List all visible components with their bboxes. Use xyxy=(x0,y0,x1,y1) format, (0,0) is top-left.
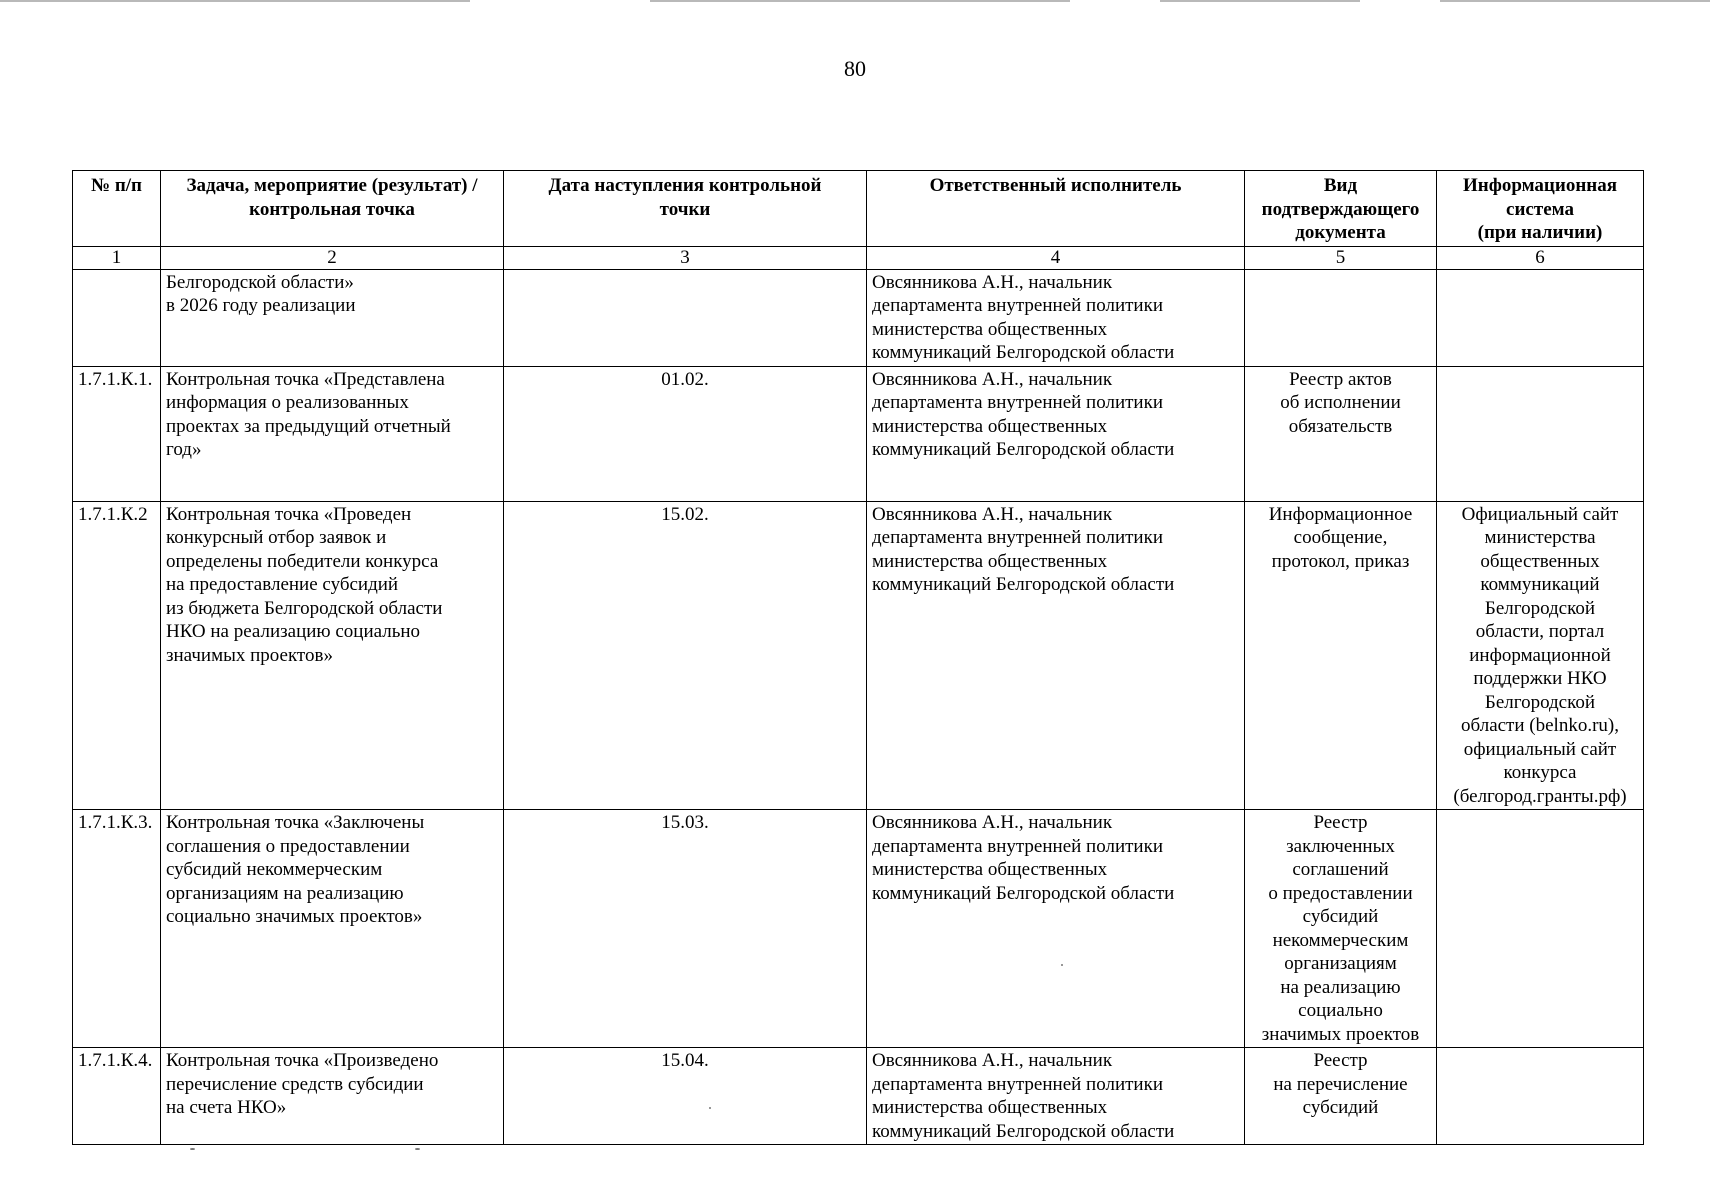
column-number: 5 xyxy=(1245,246,1437,269)
row-date: 15.04. xyxy=(504,1048,867,1145)
column-number: 1 xyxy=(73,246,161,269)
header-number: № п/п xyxy=(73,171,161,247)
row-info-system xyxy=(1437,269,1644,366)
row-date: 15.03. xyxy=(504,810,867,1048)
table-row xyxy=(73,366,1644,501)
header-date: Дата наступления контрольной точки xyxy=(504,171,867,247)
header-document: Вид подтверждающего документа xyxy=(1245,171,1437,247)
row-number: 1.7.1.К.2 xyxy=(73,501,161,810)
row-task: Контрольная точка «Представлена информация о реализованных проектах за предыдущий отчетный год» xyxy=(161,366,504,501)
row-task: Контрольная точка «Произведено перечисление средств субсидии на счета НКО» xyxy=(161,1048,504,1145)
control-points-table xyxy=(72,170,1644,1145)
table-row xyxy=(73,269,1644,366)
row-task: Контрольная точка «Заключены соглашения о предоставлении субсидий некоммерческим организациям на реализацию социально значимых проектов» xyxy=(161,810,504,1048)
row-document: Реестр заключенных соглашений о предоставлении субсидий некоммерческим организациям на реализацию социально значимых проектов xyxy=(1245,810,1437,1048)
row-document xyxy=(1245,269,1437,366)
column-number: 6 xyxy=(1437,246,1644,269)
row-number xyxy=(73,269,161,366)
row-document: Информационное сообщение, протокол, приказ xyxy=(1245,501,1437,810)
scan-edge-line xyxy=(650,0,1070,2)
scan-speck xyxy=(190,1148,195,1150)
row-date: 15.02. xyxy=(504,501,867,810)
column-number: 2 xyxy=(161,246,504,269)
page-number: 80 xyxy=(844,56,866,81)
scan-speck xyxy=(1061,964,1063,966)
row-document: Реестр актов об исполнении обязательств xyxy=(1245,366,1437,501)
row-date: 01.02. xyxy=(504,366,867,501)
row-info-system xyxy=(1437,1048,1644,1145)
row-responsible: Овсянникова А.Н., начальник департамента внутренней политики министерства общественных коммуникаций Белгородской области xyxy=(867,501,1245,810)
scan-speck xyxy=(709,1107,711,1109)
scan-speck xyxy=(415,1148,420,1150)
column-numbers-row xyxy=(73,246,1644,269)
row-document: Реестр на перечисление субсидий xyxy=(1245,1048,1437,1145)
table-row xyxy=(73,1048,1644,1145)
row-responsible: Овсянникова А.Н., начальник департамента внутренней политики министерства общественных коммуникаций Белгородской области xyxy=(867,269,1245,366)
scan-edge-line xyxy=(1440,0,1710,2)
column-number: 4 xyxy=(867,246,1245,269)
table-header-row xyxy=(73,171,1644,247)
row-info-system xyxy=(1437,366,1644,501)
table-row xyxy=(73,810,1644,1048)
scan-edge-line xyxy=(0,0,470,2)
header-task: Задача, мероприятие (результат) / контрольная точка xyxy=(161,171,504,247)
row-number: 1.7.1.К.1. xyxy=(73,366,161,501)
column-number: 3 xyxy=(504,246,867,269)
table-row xyxy=(73,501,1644,810)
scan-edge-line xyxy=(1160,0,1360,2)
row-date xyxy=(504,269,867,366)
row-number: 1.7.1.К.4. xyxy=(73,1048,161,1145)
row-info-system xyxy=(1437,810,1644,1048)
row-responsible: Овсянникова А.Н., начальник департамента внутренней политики министерства общественных коммуникаций Белгородской области xyxy=(867,1048,1245,1145)
header-responsible: Ответственный исполнитель xyxy=(867,171,1245,247)
row-number: 1.7.1.К.3. xyxy=(73,810,161,1048)
row-info-system: Официальный сайт министерства общественных коммуникаций Белгородской области, портал информационной поддержки НКО Белгородской области (belnko.ru), официальный сайт конкурса (белгород.гранты.рф) xyxy=(1437,501,1644,810)
row-responsible: Овсянникова А.Н., начальник департамента внутренней политики министерства общественных коммуникаций Белгородской области xyxy=(867,366,1245,501)
row-task: Контрольная точка «Проведен конкурсный отбор заявок и определены победители конкурса на предоставление субсидий из бюджета Белгородской области НКО на реализацию социально значимых проектов» xyxy=(161,501,504,810)
row-task: Белгородской области» в 2026 году реализации xyxy=(161,269,504,366)
row-responsible: Овсянникова А.Н., начальник департамента внутренней политики министерства общественных коммуникаций Белгородской области xyxy=(867,810,1245,1048)
header-info-system: Информационная система (при наличии) xyxy=(1437,171,1644,247)
